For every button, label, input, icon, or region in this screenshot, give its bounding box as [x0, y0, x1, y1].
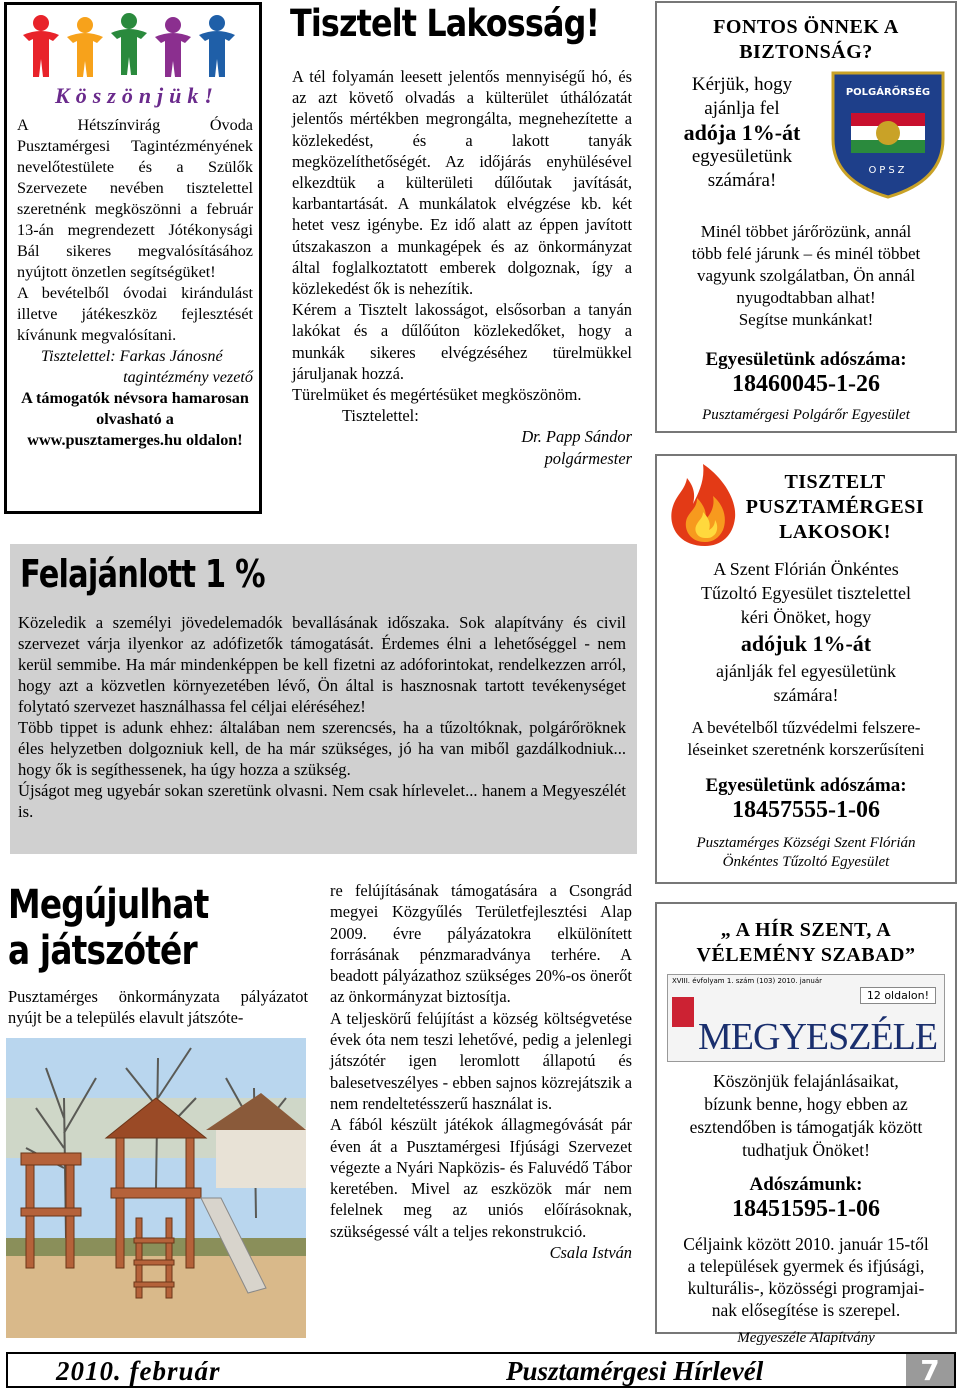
playground-title-line-2: a játszótér [8, 928, 197, 974]
fire-brigade-line-6: számára! [773, 685, 839, 705]
megyeszele-line-4: tudhatjuk Önöket! [742, 1140, 870, 1160]
fire-brigade-line-2: Tűzoltó Egyesület tisztelettel [701, 583, 911, 603]
civil-guard-signature: Pusztamérgesi Polgárőr Egyesület [702, 407, 910, 423]
residents-signature: Dr. Papp Sándor [521, 427, 632, 447]
tax-offer-paragraph-3: Újságot meg ugyebár sokan szeretünk olvasni. Nem csak hírlevelet... hanem a Megyeszélét is. [18, 781, 626, 821]
residents-article [292, 66, 632, 469]
megyeszele-text-1: Céljaink között 2010. január 15-től [683, 1234, 929, 1254]
megyeszele-account-label: Adószámunk: [749, 1174, 863, 1195]
flame-icon [665, 462, 745, 548]
people-figures-icon [19, 11, 249, 83]
civil-guard-line-5: számára! [707, 170, 777, 191]
tax-offer-paragraph-2: Több tippet is adunk ehhez: általában nem szerencsés, ha a tűzoltóknak, polgárőröknek éles helyzetben dolgozniuk kell, de ha már szükséges, jó ha van miből gazdálkodniuk... hogy ők is segíthessenek, ha úgy hozza a szükség. [18, 718, 626, 779]
megyeszele-signature: Megyeszéle Alapítvány [737, 1330, 875, 1346]
megyeszele-cover-issue: XVIII. évfolyam 1. szám (103) 2010. január [672, 977, 822, 985]
fire-brigade-line-5: ajánlják fel egyesületünk [716, 661, 896, 681]
civil-guard-line-3: adója 1%-át [683, 120, 801, 145]
playground-paragraph-2: A teljeskörű felújítást a község költségvetése évek óta nem teszi lehetővé, pedig a jelenlegi játszótér igen leromlott állapotú és balesetveszélyes - ebben sajnos közrejátszik a nem rendeltetésszerű használat is. [330, 1008, 632, 1113]
megyeszele-cover-pages: 12 oldalon! [860, 987, 936, 1004]
playground-signature: Csala István [549, 1243, 632, 1263]
footer-date: 2010. február [56, 1356, 221, 1386]
fire-brigade-ad [655, 454, 957, 884]
fire-brigade-signature-2: Önkéntes Tűzoltó Egyesület [722, 854, 890, 870]
civil-guard-account-label: Egyesületünk adószáma: [705, 349, 907, 370]
megyeszele-ad [655, 902, 957, 1346]
page-number: 7 [906, 1354, 954, 1386]
residents-paragraph-3: Türelmüket és megértésüket megköszönöm. [292, 385, 582, 405]
civil-guard-ad [655, 1, 957, 433]
thanks-title: Köszönjük! [55, 83, 219, 108]
thanks-paragraph: A Hétszínvirág Óvoda Pusztamérgesi Tagintézményének nevelőtestülete és a Szülők Szervezete nevében tisztelettel szeretnénk megköszönni a február 13-án megrendezett Jótékonysági Bál sikeres megvalósításához nyújtott önzetlen segítségüket! [17, 116, 253, 281]
tax-offer-box [10, 544, 637, 854]
fire-brigade-account-label: Egyesületünk adószáma: [705, 775, 907, 796]
fire-brigade-account-number: 18457555-1-06 [732, 797, 880, 823]
playground-intro: Pusztamérges önkormányzata pályázatot nyújt be a település elavult játszóte- [8, 987, 308, 1027]
civil-guard-text-2: több felé járunk – és minél többet [691, 244, 921, 263]
residents-paragraph-2: Kérem a Tisztelt lakosságot, elsősorban a tanyán lakókat és a dűlőúton közlekedőket, hogy a munkák sikeres elvégzéséhez türelmükkel járuljanak hozzá. [292, 300, 632, 383]
residents-signature-title: polgármester [544, 448, 632, 468]
thanks-paragraph-2: A bevételből óvodai kirándulást illetve játékeszköz fejlesztését kívánunk megvalósítani. [17, 284, 253, 344]
fire-brigade-heading-1: TISZTELT [784, 471, 886, 493]
megyeszele-text-4: nak elősegítése is szerepel. [711, 1300, 901, 1320]
tax-offer-title: Felajánlott 1 % [20, 552, 265, 596]
page-footer [6, 1352, 956, 1388]
fire-brigade-text-2: léseinket szeretnénk korszerűsíteni [687, 740, 925, 759]
fire-brigade-heading-2: PUSZTAMÉRGESI [745, 496, 925, 518]
thanks-box [4, 2, 262, 514]
fire-brigade-line-1: A Szent Flórián Önkéntes [713, 559, 899, 579]
fire-brigade-line-3: kéri Önöket, hogy [740, 607, 872, 627]
playground-article [330, 880, 632, 1263]
civil-guard-badge-bottom: OPSZ [868, 165, 908, 176]
civil-guard-account-number: 18460045-1-26 [732, 371, 880, 397]
megyeszele-line-1: Köszönjük felajánlásaikat, [713, 1071, 899, 1091]
megyeszele-text-2: a települések gyermek és ifjúsági, [687, 1256, 925, 1276]
civil-guard-text-3: vagyunk szolgálatban, Ön annál [696, 266, 916, 285]
thanks-note: A támogatók névsora hamarosan olvasható a www.pusztamerges.hu oldalon! [21, 389, 249, 449]
civil-guard-badge-top: POLGÁRŐRSÉG [845, 87, 931, 98]
megyeszele-heading-1: „ A HÍR SZENT, A [720, 919, 892, 941]
civil-guard-text-4: nyugodtabban alhat! [736, 288, 876, 307]
megyeszele-line-2: bízunk benne, hogy ebben az [704, 1094, 908, 1114]
tax-offer-body [18, 612, 626, 822]
playground-title-line-1: Megújulhat [8, 882, 209, 928]
fire-brigade-text-1: A bevételből tűzvédelmi felszere- [691, 718, 921, 737]
residents-paragraph-1: A tél folyamán leesett jelentős mennyiségű hó, és az azt követő olvadás a külterület úthálózatát jelentős mértékben megrongálta, megnehezítette a közlekedést, és a lakott tanyák megközelíthetőségét. Az időjárás enyhülésével elkezdtük a külterületi dűlőutak javítását, karbantartását. A munkálatok elvégzése kb. két hetet vesz igénybe. Ez idő alatt az éppen javított útszakaszon a munkagépek és az önkormányzat által foglalkoztatott emberek dolgoznak, így a közlekedést ők is nehezítik. [292, 67, 632, 299]
thanks-signature: Tisztelettel: Farkas Jánosné [41, 347, 223, 365]
residents-greeting: Tisztelettel: [342, 406, 419, 426]
civil-guard-heading-2: BIZTONSÁG? [739, 41, 873, 63]
residents-title: Tisztelt Lakosság! [290, 2, 600, 45]
megyeszele-text-3: kulturális-, közösségi programjai- [687, 1278, 925, 1298]
footer-publication-name: Pusztamérgesi Hírlevél [506, 1356, 764, 1386]
thanks-body [17, 115, 253, 451]
civil-guard-line-4: egyesületünk [691, 146, 793, 167]
megyeszele-line-3: esztendőben is támogatják között [689, 1117, 923, 1137]
playground-paragraph-3: A fából készült játékok állagmegóvását pár éven át a Pusztamérgesi Ifjúsági Szervezet végezte a Nyári Napközis- és Faluvédő Tábor keretében. Mivel az eszközök már nem felelnek meg az uniós előírásoknak, szükségessé vált a teljes rekonstrukció. [330, 1115, 632, 1241]
playground-photo [6, 1038, 306, 1338]
civil-guard-line-2: ajánlja fel [704, 98, 780, 119]
civil-guard-heading-1: FONTOS ÖNNEK A [713, 16, 899, 38]
fire-brigade-heading-3: LAKOSOK! [779, 521, 891, 543]
civil-guard-text-1: Minél többet járőrözünk, annál [700, 222, 912, 241]
megyeszele-heading-2: VÉLEMÉNY SZABAD” [696, 944, 916, 966]
fire-brigade-signature-1: Pusztamérges Községi Szent Flórián [696, 835, 916, 851]
playground-paragraph-1: re felújításának támogatására a Csongrád megyei Közgyűlés Területfejlesztési Alap 2009. évre pályázatokra elkülönített forrásának pénzmaradványa terhére. A beadott pályázathoz szükséges 20%-os önerőt az önkormányzat biztosítja. [330, 881, 632, 1007]
megyeszele-account-number: 18451595-1-06 [732, 1196, 880, 1222]
thanks-signature-title: tagintézmény vezető [123, 368, 253, 386]
playground-title [8, 882, 209, 974]
tax-offer-paragraph-1: Közeledik a személyi jövedelemadók bevallásának időszaka. Sok alapítvány és civil szervezet várja ilyenkor az adófizetők támogatását. Érdemes élni a lehetőséggel - nem kerül semmibe. Ha már mindenképpen be kell fizetni az adóforintokat, rendelkezzen arról, hogy azt a közvetlen környezetében lévő, Ön által is hasznosnak tartott tevékenységet folytató szervezet használhassa fel céljai eléréséhez! [18, 613, 626, 716]
civil-guard-badge-icon [829, 69, 947, 201]
fire-brigade-line-4: adójuk 1%-át [740, 631, 872, 656]
megyeszele-cover-title: MEGYESZÉLE [698, 1016, 938, 1058]
civil-guard-line-1: Kérjük, hogy [691, 74, 793, 95]
megyeszele-cover [667, 974, 945, 1062]
civil-guard-text-5: Segítse munkánkat! [738, 310, 874, 329]
